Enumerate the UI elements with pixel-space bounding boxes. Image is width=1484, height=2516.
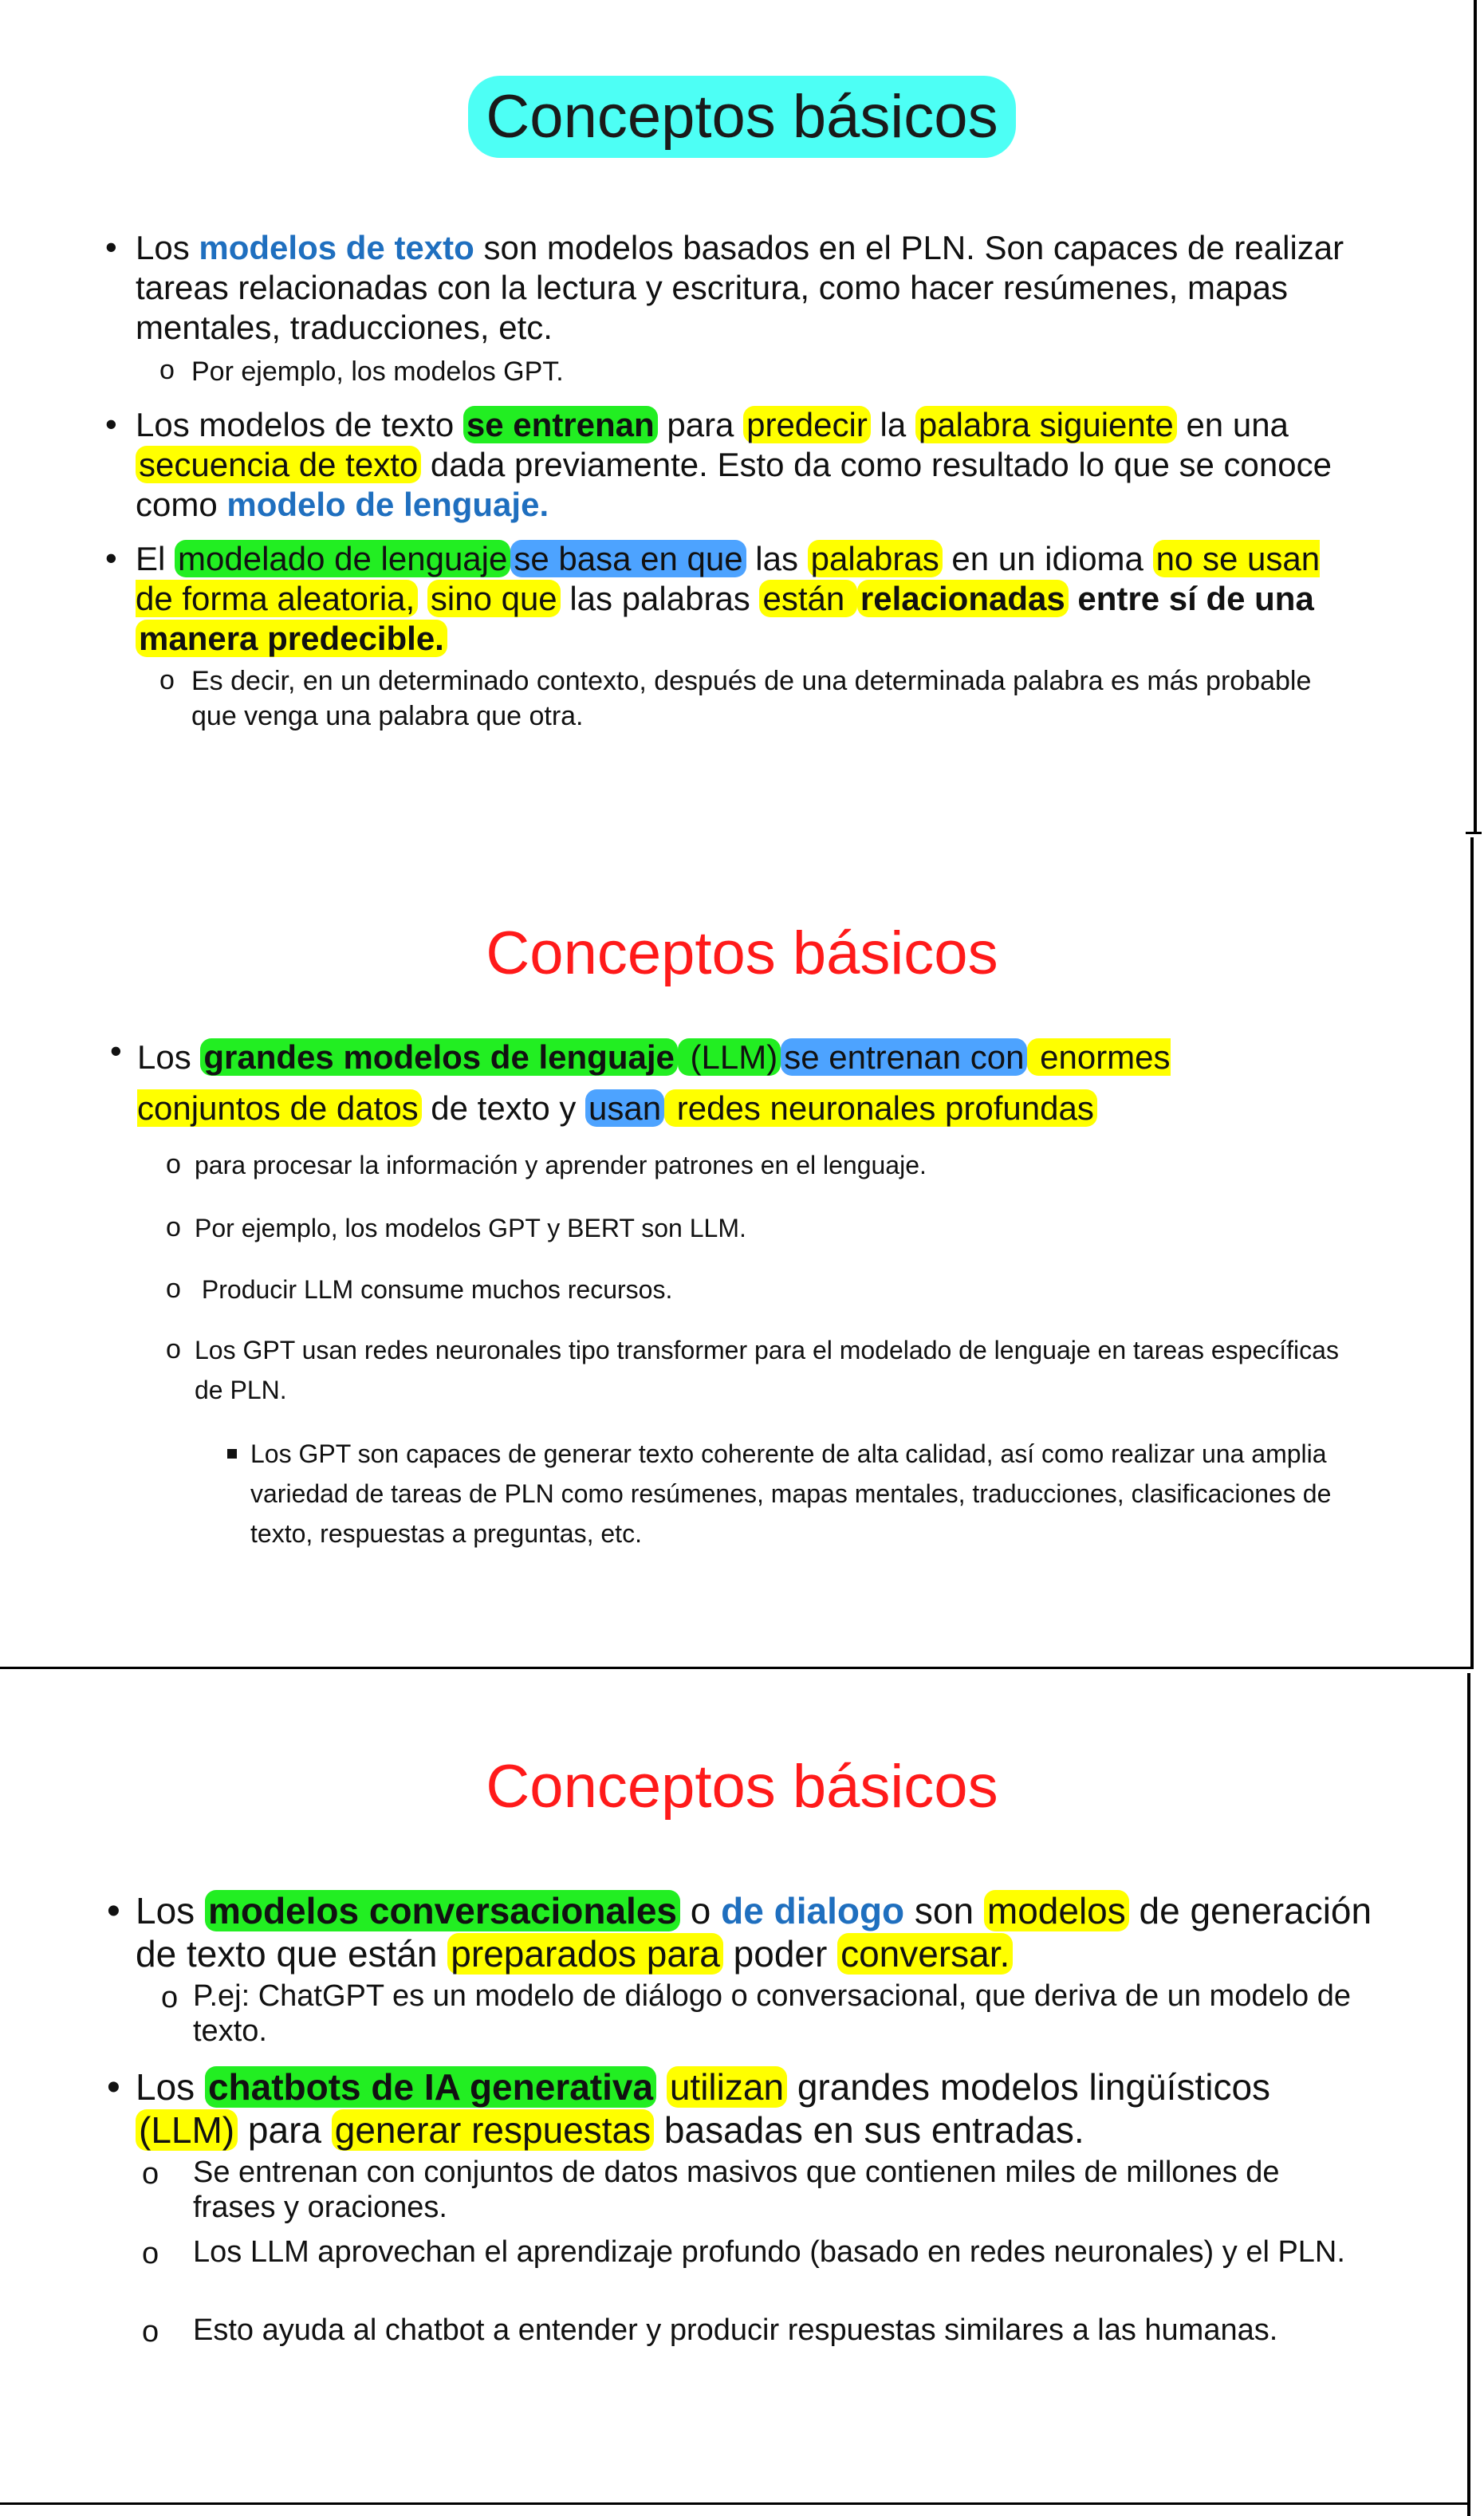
slide-title: Conceptos básicos <box>0 76 1484 158</box>
circle-bullet-icon: o <box>166 1334 181 1364</box>
sub-item: Por ejemplo, los modelos GPT. <box>191 356 564 387</box>
circle-bullet-icon: o <box>159 355 175 385</box>
bullet-icon: • <box>105 405 117 443</box>
sub-item: Los LLM aprovechan el aprendizaje profundo (basado en redes neuronales) y el PLN. <box>193 2235 1345 2269</box>
sub-item: Esto ayuda al chatbot a entender y producir respuestas similares a las humanas. <box>193 2313 1278 2347</box>
bullet-item: Los modelos de texto son modelos basados en el PLN. Son capaces de realizar tareas relacionadas con la lectura y escritura, como hacer resúmenes, mapas mentales, traducciones, etc. <box>136 229 1344 346</box>
circle-bullet-icon: o <box>166 1149 181 1179</box>
bullet-item: Los modelos de texto se entrenan para predecir la palabra siguiente en una secuencia de texto dada previamente. Esto da como resultado lo que se conoce como modelo de lenguaje. <box>136 406 1332 523</box>
sub-item: Por ejemplo, los modelos GPT y BERT son LLM. <box>195 1214 746 1242</box>
circle-bullet-icon: o <box>142 2237 159 2270</box>
sub-item: Es decir, en un determinado contexto, después de una determinada palabra es más probable que venga una palabra que otra. <box>191 666 1312 731</box>
sub-item: Los GPT usan redes neuronales tipo transformer para el modelado de lenguaje en tareas específicas de PLN. <box>195 1336 1339 1404</box>
bullet-icon: • <box>105 539 117 577</box>
square-bullet-icon <box>227 1449 237 1459</box>
circle-bullet-icon: o <box>159 665 175 695</box>
sub-item: Producir LLM consume muchos recursos. <box>195 1275 673 1304</box>
bullet-icon: • <box>107 1890 120 1932</box>
bullet-item: Los modelos conversacionales o de dialogo son modelos de generación de texto que están preparados para poder conversar. <box>136 1890 1372 1975</box>
slide-3 <box>0 1671 1484 2516</box>
circle-bullet-icon: o <box>161 1981 179 2014</box>
slide-title: Conceptos básicos <box>486 919 998 987</box>
bullet-icon: • <box>110 1032 122 1069</box>
bullet-icon: • <box>107 2066 120 2108</box>
bullet-icon: • <box>105 228 117 266</box>
bullet-item: Los chatbots de IA generativa utilizan grandes modelos lingüísticos (LLM) para generar respuestas basadas en sus entradas. <box>136 2066 1271 2151</box>
sub-item: P.ej: ChatGPT es un modelo de diálogo o conversacional, que deriva de un modelo de texto. <box>193 1979 1351 2048</box>
slide-title: Conceptos básicos <box>486 1753 998 1821</box>
circle-bullet-icon: o <box>142 2157 159 2191</box>
bullet-item: El modelado de lenguaje se basa en que las palabras en un idioma no se usan de forma aleatoria, sino que las palabras están relacionadas entre sí de una manera predecible. <box>136 540 1321 657</box>
sub-item: para procesar la información y aprender patrones en el lenguaje. <box>195 1151 927 1179</box>
bullet-item: Los grandes modelos de lenguaje (LLM) se entrenan con enormes conjuntos de datos de texto y usan redes neuronales profundas <box>137 1038 1171 1127</box>
slide-2 <box>0 837 1484 1671</box>
slide-1 <box>0 0 1484 837</box>
circle-bullet-icon: o <box>166 1274 181 1304</box>
circle-bullet-icon: o <box>166 1212 181 1242</box>
sub-sub-item: Los GPT son capaces de generar texto coherente de alta calidad, así como realizar una amplia variedad de tareas de PLN como resúmenes, mapas mentales, traducciones, clasificaciones de texto, respuestas a preguntas, etc. <box>250 1439 1332 1548</box>
circle-bullet-icon: o <box>142 2315 159 2349</box>
sub-item: Se entrenan con conjuntos de datos masivos que contienen miles de millones de frases y oraciones. <box>193 2156 1280 2224</box>
